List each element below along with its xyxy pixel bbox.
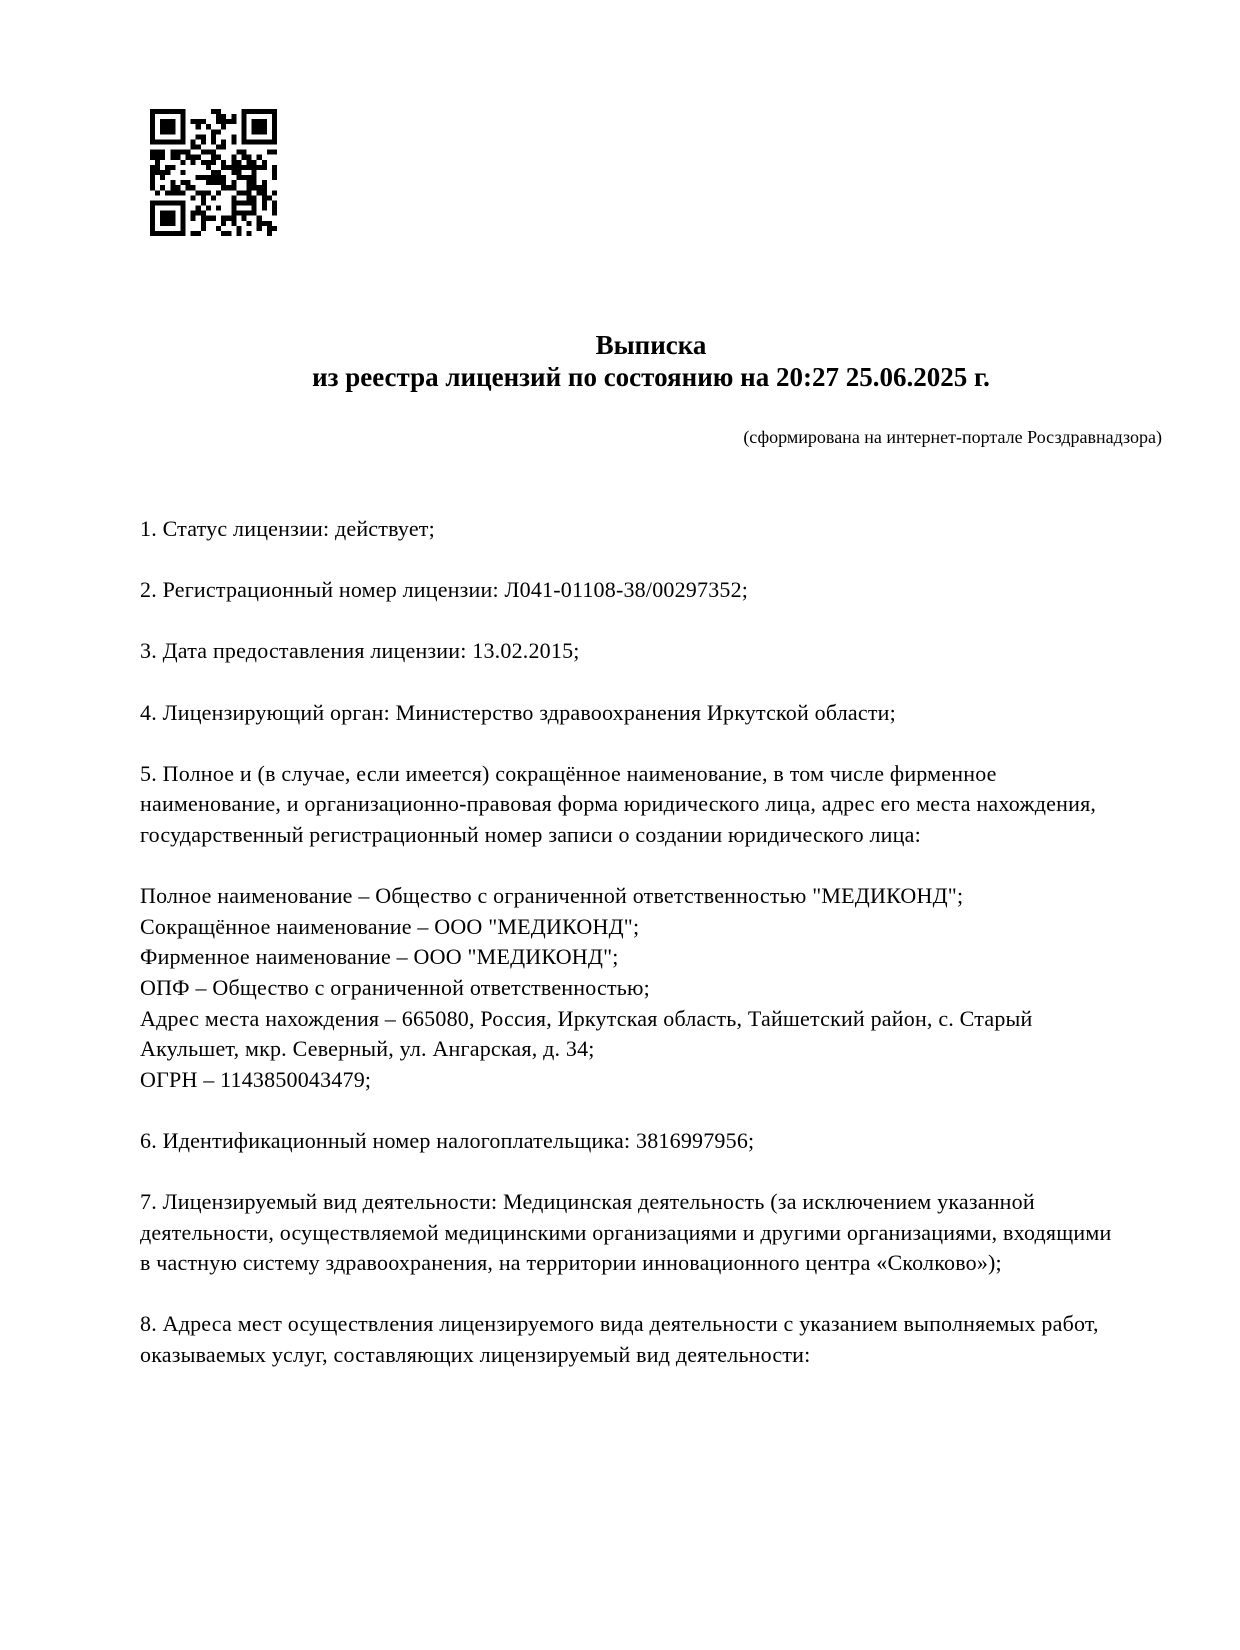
org-address: Адрес места нахождения – 665080, Россия, Иркутская область, Тайшетский район, с. Старый Акульшет, мкр. Северный, ул. Ангарская, д. 34; [140, 1005, 1033, 1062]
item-organization-heading: 5. Полное и (в случае, если имеется) сокращённое наименование, в том числе фирменное наименование, и организационно-правовая форма юридического лица, адрес его места нахождения, государственный регистрационный номер записи о создании юридического лица: [140, 760, 1097, 847]
org-legal-form: ОПФ – Общество с ограниченной ответственностью; [140, 974, 650, 1000]
item-addresses-heading: 8. Адреса мест осуществления лицензируемого вида деятельности с указанием выполняемых работ, оказываемых услуг, составляющих лицензируемый вид деятельности: [140, 1311, 1099, 1368]
item-inn: 6. Идентификационный номер налогоплательщика: 3816997956; [140, 1127, 755, 1153]
qr-code-pattern [150, 109, 277, 236]
organization-details [140, 881, 1115, 1095]
document-subtitle: (сформирована на интернет-портале Росздравнадзора) [743, 427, 1162, 447]
item-grant-date: 3. Дата предоставления лицензии: 13.02.2015; [140, 638, 580, 664]
qr-code [150, 109, 277, 236]
org-brand-name: Фирменное наименование – ООО "МЕДИКОНД"; [140, 944, 619, 970]
item-registration-number: 2. Регистрационный номер лицензии: Л041-01108-38/00297352; [140, 577, 749, 603]
item-license-status: 1. Статус лицензии: действует; [140, 516, 435, 541]
title-line-1: Выписка [595, 330, 707, 360]
document-title [140, 329, 1162, 393]
org-full-name: Полное наименование – Общество с ограниченной ответственностью "МЕДИКОНД"; [140, 883, 964, 909]
document-body [140, 514, 1115, 1401]
item-activity-type: 7. Лицензируемый вид деятельности: Медицинская деятельность (за исключением указанной деятельности, осуществляемой медицинскими организациями и другими организациями, входящими в частную систему здравоохранения, на территории инновационного центра «Сколково»); [140, 1189, 1112, 1276]
title-line-2: из реестра лицензий по состоянию на 20:27 25.06.2025 г. [312, 362, 990, 392]
org-short-name: Сокращённое наименование – ООО "МЕДИКОНД"; [140, 913, 640, 939]
item-licensing-authority: 4. Лицензирующий орган: Министерство здравоохранения Иркутской области; [140, 699, 896, 725]
org-ogrn: ОГРН – 1143850043479; [140, 1066, 372, 1092]
